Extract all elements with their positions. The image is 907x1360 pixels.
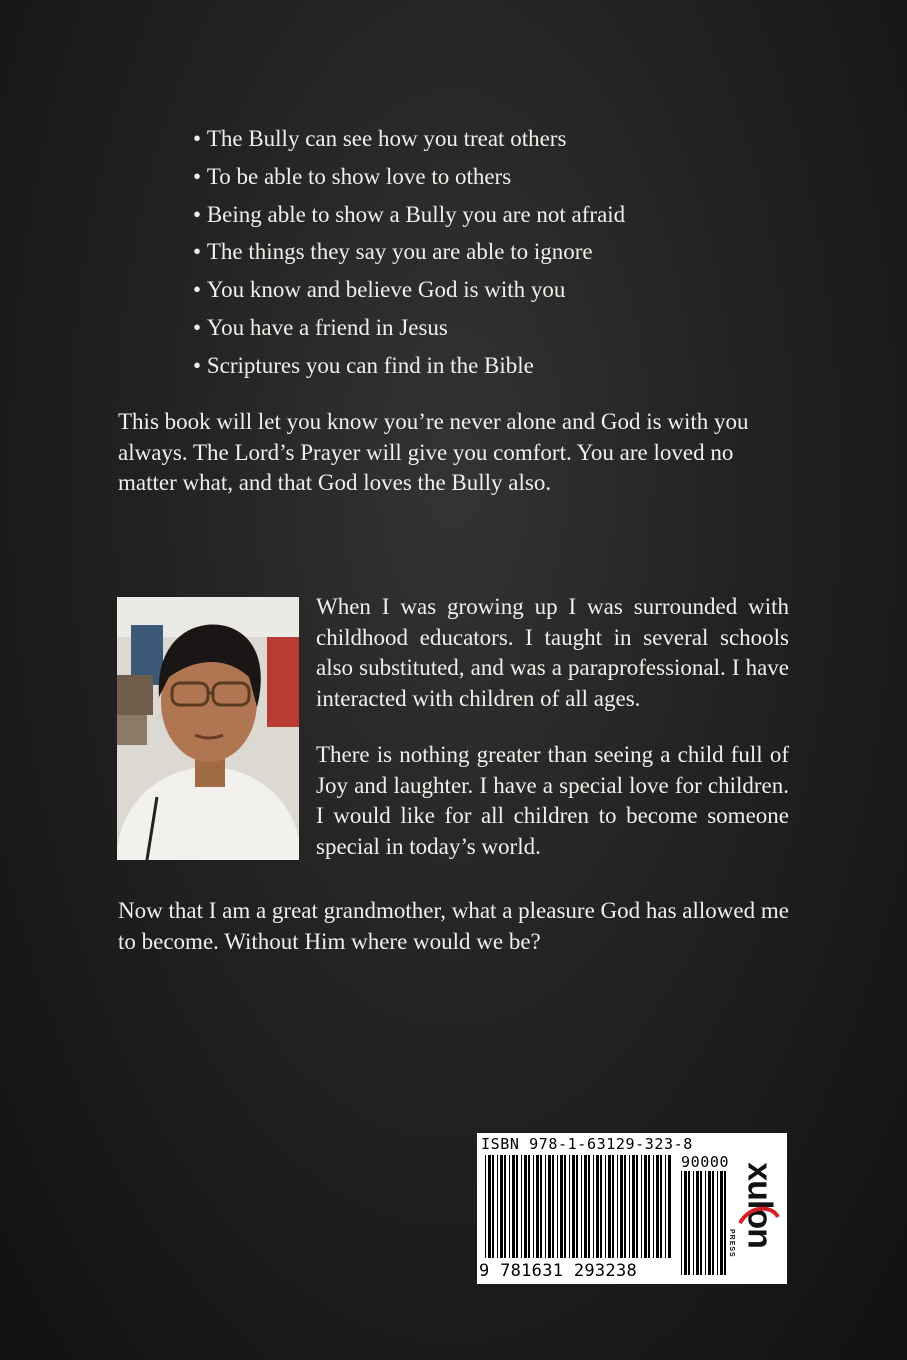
author-bio-paragraph: When I was growing up I was surrounded with childhood educators. I taught in several schools also substituted, and was a paraprofessional. I have interacted with children of all ages. [316, 594, 789, 711]
feature-list-item: • Scriptures you can find in the Bible [193, 347, 833, 385]
book-description: This book will let you know you’re never alone and God is with you always. The Lord’s Prayer will give you comfort. You are loved no matter what, and that God loves the Bully also. [118, 409, 749, 495]
feature-list-item: • The things they say you are able to ignore [193, 233, 833, 271]
barcode-bars [485, 1155, 673, 1258]
closing-paragraph: Now that I am a great grandmother, what a pleasure God has allowed me to become. Without Him where would we be? [118, 898, 789, 954]
barcode-digits: 9 781631 293238 [479, 1261, 638, 1281]
publisher-name: xulon [740, 1162, 779, 1248]
author-bio-paragraph: There is nothing greater than seeing a child full of Joy and laughter. I have a special love for children. I would like for all children to become someone special in today’s world. [316, 742, 789, 859]
publisher-logo [728, 1137, 785, 1281]
feature-list-item: • You know and believe God is with you [193, 271, 833, 309]
isbn-text: ISBN 978-1-63129-323-8 [481, 1135, 693, 1153]
publisher-swoosh-icon [736, 1203, 782, 1229]
author-photo [117, 597, 299, 860]
feature-list-item: • To be able to show love to others [193, 158, 833, 196]
feature-list [193, 120, 833, 385]
isbn-barcode [477, 1133, 787, 1284]
author-bio [316, 592, 789, 888]
price-code: 90000 [681, 1153, 730, 1171]
feature-list-item: • The Bully can see how you treat others [193, 120, 833, 158]
feature-list-item: • Being able to show a Bully you are not afraid [193, 196, 833, 234]
publisher-subtitle: PRESS [728, 1229, 735, 1258]
barcode-addon-bars [681, 1171, 729, 1275]
feature-list-item: • You have a friend in Jesus [193, 309, 833, 347]
